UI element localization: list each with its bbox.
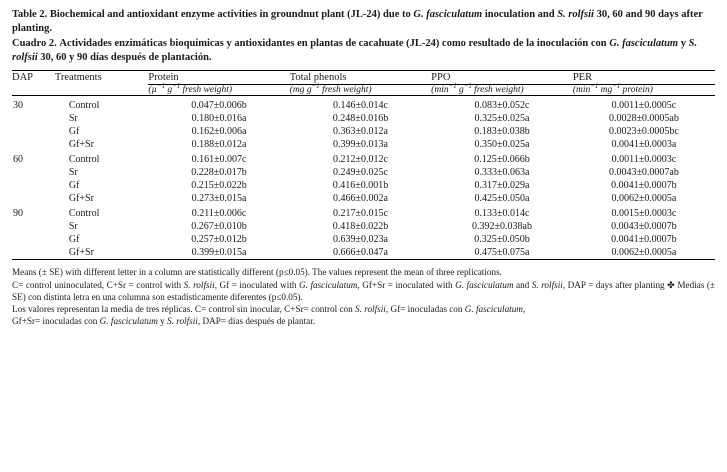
- cell-ppo: 0.183±0.038b: [474, 126, 530, 138]
- cell-phenols: 0.466±0.002a: [332, 193, 388, 205]
- cell-ppo: 0.350±0.025a: [474, 139, 530, 151]
- table-row: [12, 166, 715, 179]
- cell-treatment: Control: [68, 154, 100, 166]
- cell-protein: 0.215±0.022b: [191, 180, 247, 192]
- cell-treatment: Control: [68, 208, 100, 220]
- header-unit-per: ($\min^{-1}$ $mg^{-1}$ protein): [572, 83, 653, 96]
- header-treatments: Treatments: [54, 72, 102, 84]
- cell-per: 0.0043±0.0007b: [611, 221, 677, 233]
- cell-protein: 0.211±0.006c: [191, 208, 247, 220]
- cell-protein: 0.188±0.012a: [191, 139, 247, 151]
- cell-dap: [12, 138, 55, 151]
- header-total-phenols: Total phenols: [290, 72, 431, 85]
- cell-ppo: 0.083±0.052c: [474, 100, 530, 112]
- results-table: [12, 70, 715, 261]
- cell-phenols: 0.416±0.001b: [332, 180, 389, 192]
- cell-treatment: Sr: [68, 113, 78, 125]
- cell-ppo: 0.392±0.038ab: [472, 221, 532, 233]
- cell-treatment: Sr: [68, 221, 78, 233]
- header-unit-ppo: ($\min^{-1}$ $g^{-1}$ fresh weight): [431, 83, 524, 96]
- cell-dap: [12, 233, 55, 246]
- table-row: [12, 151, 715, 166]
- cell-ppo: 0.317±0.029a: [474, 180, 530, 192]
- cell-treatment: Gf+Sr: [68, 247, 94, 259]
- cell-dap: [12, 112, 55, 125]
- cell-per: 0.0011±0.0003c: [611, 154, 677, 166]
- cell-dap: [12, 179, 55, 192]
- header-unit-protein: (µ$^{-1}$ $g^{-1}$ fresh weight): [148, 83, 233, 96]
- cell-phenols: 0.217±0.015c: [332, 208, 388, 220]
- table-row: [12, 192, 715, 205]
- header-per: PER: [573, 72, 715, 85]
- cell-protein: 0.273±0.015a: [191, 193, 247, 205]
- cell-ppo: 0.125±0.066b: [474, 154, 530, 166]
- cell-phenols: 0.212±0.012c: [332, 154, 388, 166]
- cell-phenols: 0.666±0.047a: [332, 247, 388, 259]
- cell-dap: 90: [13, 208, 23, 220]
- cell-per: 0.0015±0.0003c: [611, 208, 677, 220]
- table-row: [12, 233, 715, 246]
- table-row: [12, 112, 715, 125]
- footnote-line-4: Gf+Sr= inoculadas con G. fasciculatum y S. rolfsii, DAP= días después de plantar.: [12, 316, 316, 327]
- header-dap: DAP: [12, 72, 34, 84]
- cell-per: 0.0028±0.0005ab: [608, 113, 679, 125]
- cell-per: 0.0062±0.0005a: [611, 193, 677, 205]
- cell-treatment: Gf: [68, 234, 80, 246]
- cell-phenols: 0.249±0.025c: [332, 167, 388, 179]
- table-row: [12, 138, 715, 151]
- cell-treatment: Gf+Sr: [68, 193, 94, 205]
- cell-dap: [12, 246, 55, 260]
- table-row: [12, 246, 715, 260]
- cell-treatment: Gf: [68, 126, 80, 138]
- table-header-units: [12, 85, 715, 96]
- header-dap-spacer: [12, 85, 55, 96]
- cell-per: 0.0041±0.0007b: [611, 180, 677, 192]
- footnote-line-1: Means (± SE) with different letter in a column are statistically different (p≤0.05). The values represent the mean of three replications.: [12, 267, 502, 278]
- caption-label-english: Table 2.: [12, 9, 48, 20]
- cell-phenols: 0.399±0.013a: [332, 139, 388, 151]
- cell-dap: [12, 166, 55, 179]
- footnote-line-3: Los valores representan la media de tres réplicas. C= control sin inocular, C+Sr= control con S. rolfsii, Gf= inoculadas con G. fasciculatum,: [12, 304, 526, 315]
- table-row: [12, 179, 715, 192]
- cell-dap: 60: [13, 154, 23, 166]
- cell-ppo: 0.333±0.063a: [474, 167, 530, 179]
- cell-per: 0.0041±0.0007b: [611, 234, 677, 246]
- cell-phenols: 0.248±0.016b: [332, 113, 389, 125]
- cell-ppo: 0.425±0.050a: [474, 193, 530, 205]
- cell-protein: 0.161±0.007c: [191, 154, 247, 166]
- cell-dap: [12, 125, 55, 138]
- table-rule-bottom: [12, 260, 715, 262]
- table-row: [12, 220, 715, 233]
- header-protein: Protein: [148, 72, 289, 85]
- cell-phenols: 0.146±0.014c: [332, 100, 388, 112]
- cell-per: 0.0011±0.0005c: [611, 100, 677, 112]
- cell-ppo: 0.475±0.075a: [474, 247, 530, 259]
- header-ppo: PPO: [431, 72, 573, 85]
- cell-ppo: 0.325±0.025a: [474, 113, 530, 125]
- cell-per: 0.0023±0.0005bc: [608, 126, 679, 138]
- cell-protein: 0.162±0.006a: [191, 126, 247, 138]
- table-row: [12, 125, 715, 138]
- cell-per: 0.0041±0.0003a: [611, 139, 677, 151]
- table-row: [12, 205, 715, 220]
- header-treatments-spacer: [55, 85, 149, 96]
- cell-dap: [12, 192, 55, 205]
- table-footnote: [12, 266, 715, 327]
- table-header-groups: [12, 72, 715, 85]
- cell-phenols: 0.639±0.023a: [332, 234, 388, 246]
- cell-protein: 0.228±0.017b: [191, 167, 247, 179]
- cell-phenols: 0.418±0.022b: [332, 221, 389, 233]
- cell-dap: [12, 220, 55, 233]
- header-unit-phenols: (mg $g^{-1}$ fresh weight): [289, 83, 372, 96]
- caption-text-english: Biochemical and antioxidant enzyme activities in groundnut plant (JL-24) due to G. fasciculatum inoculation and S. rolfsii 30, 60 and 90 days after planting.: [12, 9, 703, 34]
- cell-treatment: Gf+Sr: [68, 139, 94, 151]
- cell-treatment: Gf: [68, 180, 80, 192]
- cell-treatment: Sr: [68, 167, 78, 179]
- cell-protein: 0.180±0.016a: [191, 113, 247, 125]
- caption-text-spanish: Actividades enzimáticas bioquímicas y antioxidantes en plantas de cacahuate (JL-24) como resultado de la inoculación con G. fasciculatum y S. rolfsii 30, 60 y 90 días después de plantación.: [12, 37, 698, 63]
- cell-protein: 0.257±0.012b: [191, 234, 247, 246]
- cell-per: 0.0043±0.0007ab: [608, 167, 679, 179]
- table-caption-spanish: [12, 37, 715, 65]
- cell-protein: 0.047±0.006b: [191, 100, 247, 112]
- cell-protein: 0.399±0.015a: [191, 247, 247, 259]
- cell-per: 0.0062±0.0005a: [611, 247, 677, 259]
- cell-ppo: 0.133±0.014c: [474, 208, 530, 220]
- cell-ppo: 0.325±0.050b: [474, 234, 530, 246]
- footnote-line-2: C= control uninoculated, C+Sr = control with S. rolfsii, Gf = inoculated with G. fasciculatum, Gf+Sr = inoculated with G. fasciculatum and S. rolfsii, DAP = days after planting ✤ Medias (± SE) con distinta letra en una columna son estadísticamente diferentes (p≤0.05).: [12, 279, 716, 302]
- cell-treatment: Control: [68, 100, 100, 112]
- cell-protein: 0.267±0.010b: [191, 221, 247, 233]
- cell-dap: 30: [13, 100, 23, 112]
- table-caption-english: [12, 8, 715, 36]
- caption-label-spanish: Cuadro 2.: [12, 37, 57, 49]
- table-row: [12, 97, 715, 112]
- cell-phenols: 0.363±0.012a: [332, 126, 388, 138]
